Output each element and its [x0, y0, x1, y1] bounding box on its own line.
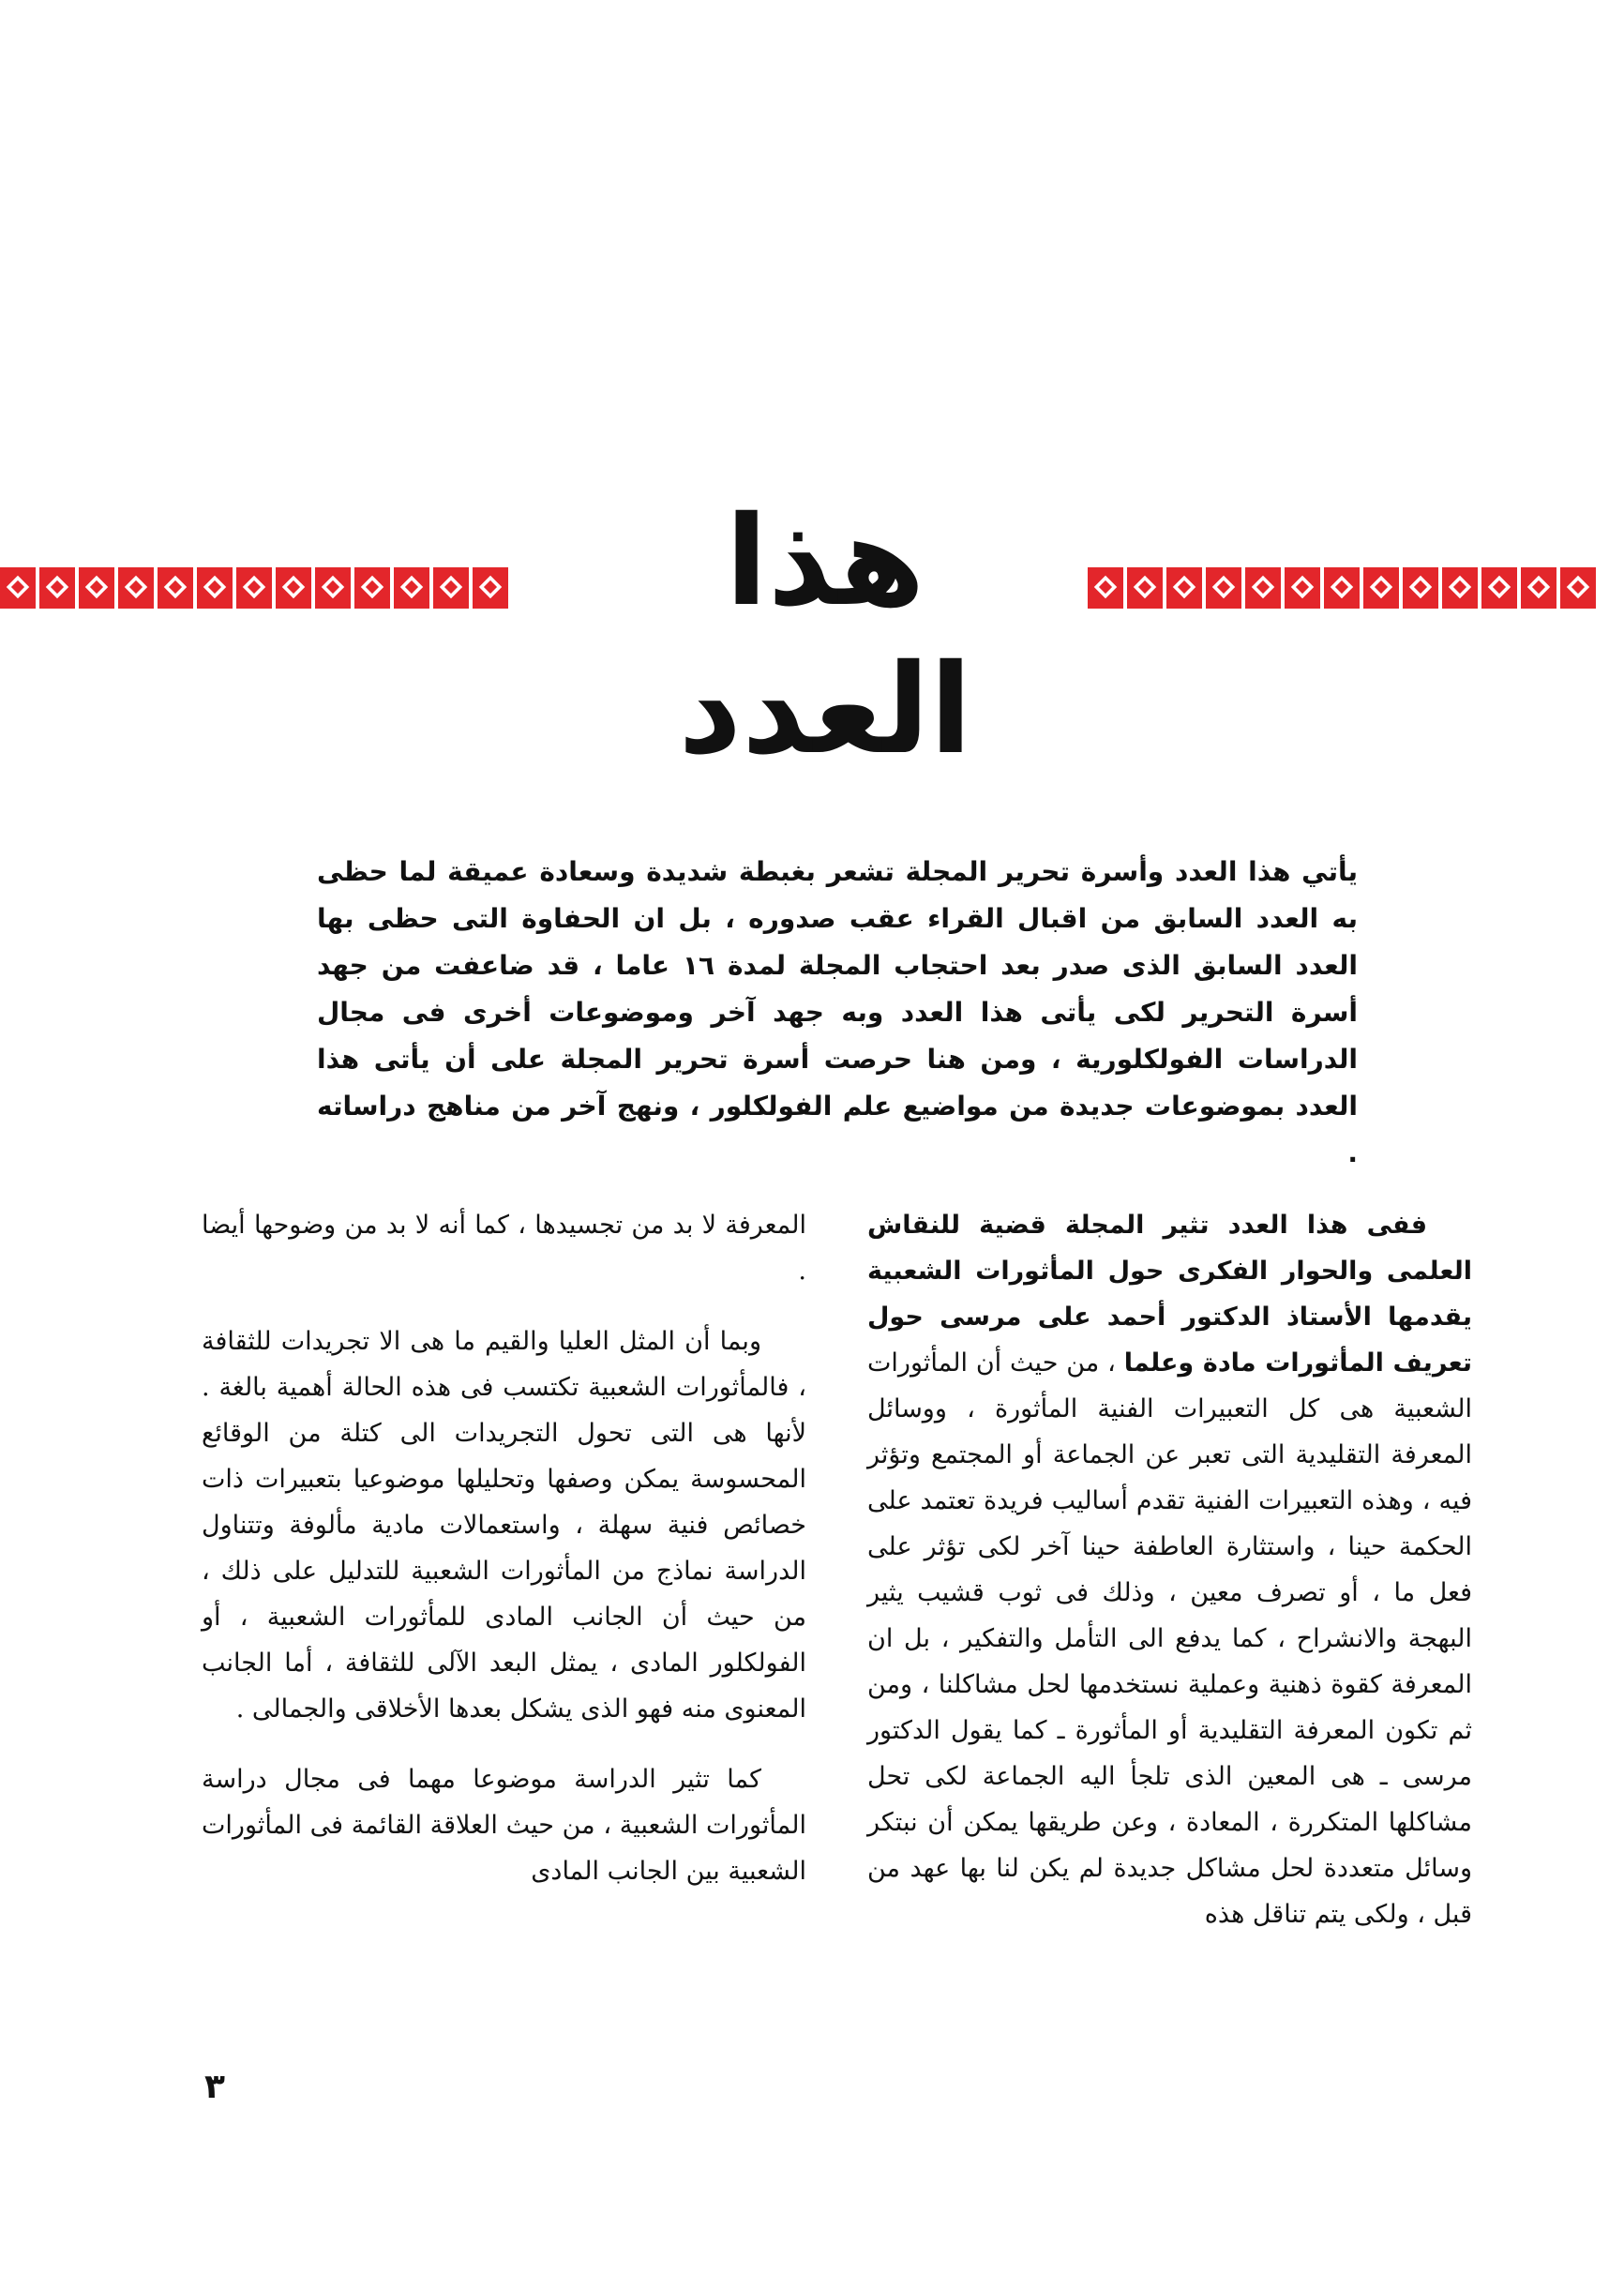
- ornament-tile: [394, 567, 429, 609]
- left-column-paragraph-3: كما تثير الدراسة موضوعا مهما فى مجال دراسة المأثورات الشعبية ، من حيث العلاقة القائمة فى المأثورات الشعبية بين الجانب المادى: [202, 1765, 806, 1886]
- ornament-tile: [276, 567, 311, 609]
- body-text: ، من حيث أن المأثورات الشعبية هى كل التعبيرات الفنية المأثورة ، ووسائل المعرفة التقليدية التى تعبر عن الجماعة أو المجتمع وتؤثر فيه ، وهذه التعبيرات الفنية تقدم أساليب فريدة تعتمد على الحكمة حينا ، واستثارة العاطفة حينا آخر لكى تؤثر على فعل ما ، أو تصرف معين ، وذلك فى ثوب قشيب يثير البهجة والانشراح ، كما يدفع الى التأمل والتفكير ، بل ان المعرفة كقوة ذهنية وعملية نستخدمها لحل مشاكلنا ، ومن ثم تكون المعرفة التقليدية أو المأثورة ـ كما يقول الدكتور مرسى ـ هى المعين الذى تلجأ اليه الجماعة لكى تحل مشاكلها المتكررة ، المعادة ، وعن طريقها يمكن أن نبتكر وسائل متعددة لحل مشاكل جديدة لم يكن لنا بها عهد من قبل ، ولكى يتم تناقل هذه: [867, 1348, 1472, 1929]
- ornamental-border-right: [1088, 567, 1624, 609]
- ornament-tile: [236, 567, 272, 609]
- left-column: [202, 1202, 806, 1919]
- ornament-tile: [79, 567, 114, 609]
- ornament-tile: [1403, 567, 1438, 609]
- ornament-tile: [1481, 567, 1517, 609]
- ornament-tile: [1363, 567, 1399, 609]
- ornament-tile: [473, 567, 508, 609]
- ornament-tile: [354, 567, 390, 609]
- left-column-paragraph-1: المعرفة لا بد من تجسيدها ، كما أنه لا بد من وضوحها أيضا .: [202, 1211, 806, 1286]
- ornament-tile: [1285, 567, 1320, 609]
- ornament-tile: [39, 567, 75, 609]
- ornament-tile: [315, 567, 351, 609]
- right-column: [867, 1202, 1472, 1962]
- ornament-tile: [1206, 567, 1241, 609]
- ornament-tile: [1245, 567, 1281, 609]
- ornament-tile: [1088, 567, 1123, 609]
- ornament-tile: [197, 567, 233, 609]
- ornament-tile: [1521, 567, 1556, 609]
- page-title: هذا العدد: [678, 489, 972, 783]
- ornament-tile: [1442, 567, 1478, 609]
- ornament-tile: [1560, 567, 1596, 609]
- ornament-tile: [433, 567, 469, 609]
- ornamental-border-left: [0, 567, 544, 609]
- left-column-paragraph-2: وبما أن المثل العليا والقيم ما هى الا تجريدات للثقافة ، فالمأثورات الشعبية تكتسب فى هذه الحالة أهمية بالغة . لأنها هى التى تحول التجريدات الى كتلة من الوقائع المحسوسة يمكن وصفها وتحليلها موضوعيا بتعبيرات ذات خصائص فنية سهلة ، واستعمالات مادية مألوفة وتتناول الدراسة نماذج من المأثورات الشعبية للتدليل على ذلك ، من حيث أن الجانب المادى للمأثورات الشعبية ، أو الفولكلور المادى ، يمثل البعد الآلى للثقافة ، أما الجانب المعنوى منه فهو الذى يشكل بعدها الأخلاقى والجمالى .: [202, 1327, 806, 1724]
- ornament-tile: [158, 567, 193, 609]
- title-banner: [0, 489, 1624, 783]
- ornament-tile: [118, 567, 154, 609]
- ornament-tile: [1127, 567, 1163, 609]
- right-column-paragraph: [867, 1202, 1472, 1937]
- intro-paragraph: يأتي هذا العدد وأسرة تحرير المجلة تشعر بغبطة شديدة وسعادة عميقة لما حظى به العدد السابق من اقبال القراء عقب صدوره ، بل ان الحفاوة التى حظى بها العدد السابق الذى صدر بعد احتجاب المجلة لمدة ١٦ عاما ، قد ضاعفت من جهد أسرة التحرير لكى يأتى هذا العدد وبه جهد آخر وموضوعات أخرى فى مجال الدراسات الفولكلورية ، ومن هنا حرصت أسرة تحرير المجلة على أن يأتى هذا العدد بموضوعات جديدة من مواضيع علم الفولكلور ، ونهج آخر من مناهج دراساته .: [317, 856, 1358, 1168]
- ornament-tile: [0, 567, 36, 609]
- ornament-tile: [1324, 567, 1360, 609]
- lead-text: ففى هذا العدد تثير المجلة قضية للنقاش العلمى والحوار الفكرى حول المأثورات الشعبية يقدمها الأستاذ الدكتور أحمد على مرسى حول تعريف المأثورات مادة وعلما: [867, 1211, 1472, 1378]
- page-number: ٣: [204, 2068, 225, 2106]
- ornament-tile: [1166, 567, 1202, 609]
